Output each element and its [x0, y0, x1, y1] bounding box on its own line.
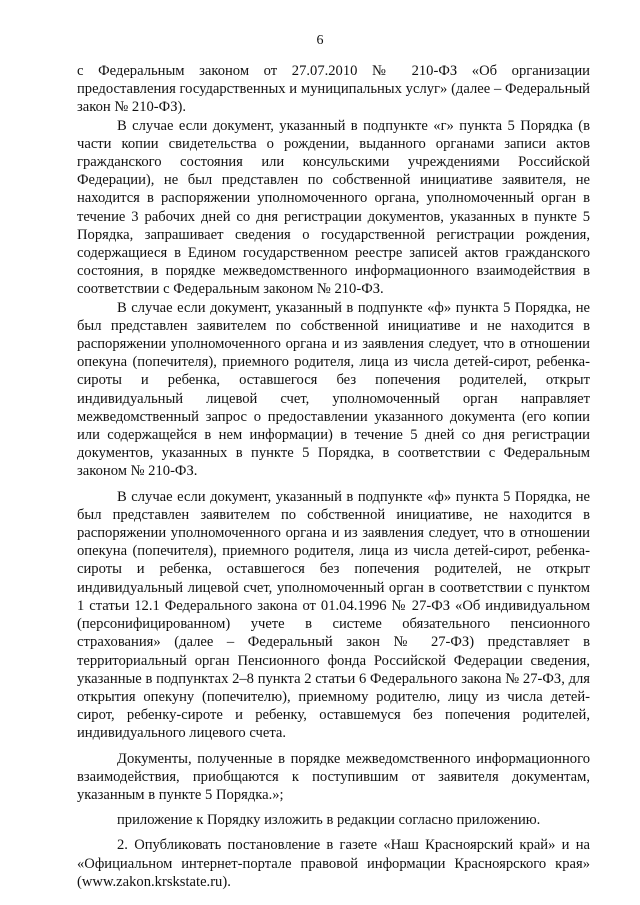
paragraph-personal-account-request: В случае если документ, указанный в подпункте «ф» пункта 5 Порядка, не был представлен заявителем по собственной инициативе и не находится в распоряжении уполномоченного органа и из заявления следует, что в отношении опекуна (попечителя), приемного родителя, лица из числа детей-сирот, ребенка-сироты и ребенка, оставшегося без попечения родителей, открыт индивидуальный лицевой счет, уполномоченный орган направляет межведомственный запрос о предоставлении указанного документа (его копии или содержащейся в нем информации) в течение 5 дней со дня регистрации документов, указанных в пункте 5 Порядка, в соответствии с Федеральным законом № 210-ФЗ.: [77, 299, 590, 480]
paragraph-federal-law-reference: с Федеральным законом от 27.07.2010 № 210-ФЗ «Об организации предоставления государственных и муниципальных услуг» (далее – Федеральный закон № 210-ФЗ).: [77, 63, 590, 116]
document-body: [77, 62, 590, 891]
paragraph-pension-fund-submission: В случае если документ, указанный в подпункте «ф» пункта 5 Порядка, не был представлен заявителем по собственной инициативе, не находится в распоряжении уполномоченного органа и из заявления следует, что в отношении опекуна (попечителя), приемного родителя, лица из числа детей-сирот, ребенка-сироты и ребенка, оставшегося без попечения родителей, не открыт индивидуальный лицевой счет, уполномоченный орган в соответствии с пунктом 1 статьи 12.1 Федерального закона от 01.04.1996 № 27-ФЗ «Об индивидуальном (персонифицированном) учете в системе обязательного пенсионного страхования» (далее – Федеральный закон № 27-ФЗ) представляет в территориальный орган Пенсионного фонда Российской Федерации сведения, указанные в подпунктах 2–8 пункта 2 статьи 6 Федерального закона № 27-ФЗ, для открытия опекуну (попечителю), приемному родителю, лицу из числа детей-сирот, ребенку-сироте и ребенку, оставшемуся без попечения родителей, индивидуального лицевого счета.: [77, 488, 590, 742]
page-number: 6: [316, 33, 324, 48]
paragraph-documents-attached: Документы, полученные в порядке межведомственного информационного взаимодействия, приобщаются к поступившим от заявителя документам, указанным в пункте 5 Порядка.»;: [77, 750, 590, 803]
paragraph-publication-order: 2. Опубликовать постановление в газете «Наш Красноярский край» и на «Официальном интернет-портале правовой информации Красноярского края» (www.zakon.krskstate.ru).: [77, 837, 590, 890]
paragraph-appendix-wording: приложение к Порядку изложить в редакции согласно приложению.: [117, 812, 541, 829]
paragraph-birth-certificate-request: В случае если документ, указанный в подпункте «г» пункта 5 Порядка (в части копии свидетельства о рождении, выданного органами записи актов гражданского состояния или консульскими учреждениями Российской Федерации), не был представлен по собственной инициативе заявителя, не находится в распоряжении уполномоченного органа, уполномоченный орган в течение 3 рабочих дней со дня регистрации документов, указанных в пункте 5 Порядка, запрашивает сведения о государственной регистрации рождения, содержащиеся в Едином государственном реестре записей актов гражданского состояния, в порядке межведомственного информационного взаимодействия в соответствии с Федеральным законом № 210-ФЗ.: [77, 117, 590, 298]
